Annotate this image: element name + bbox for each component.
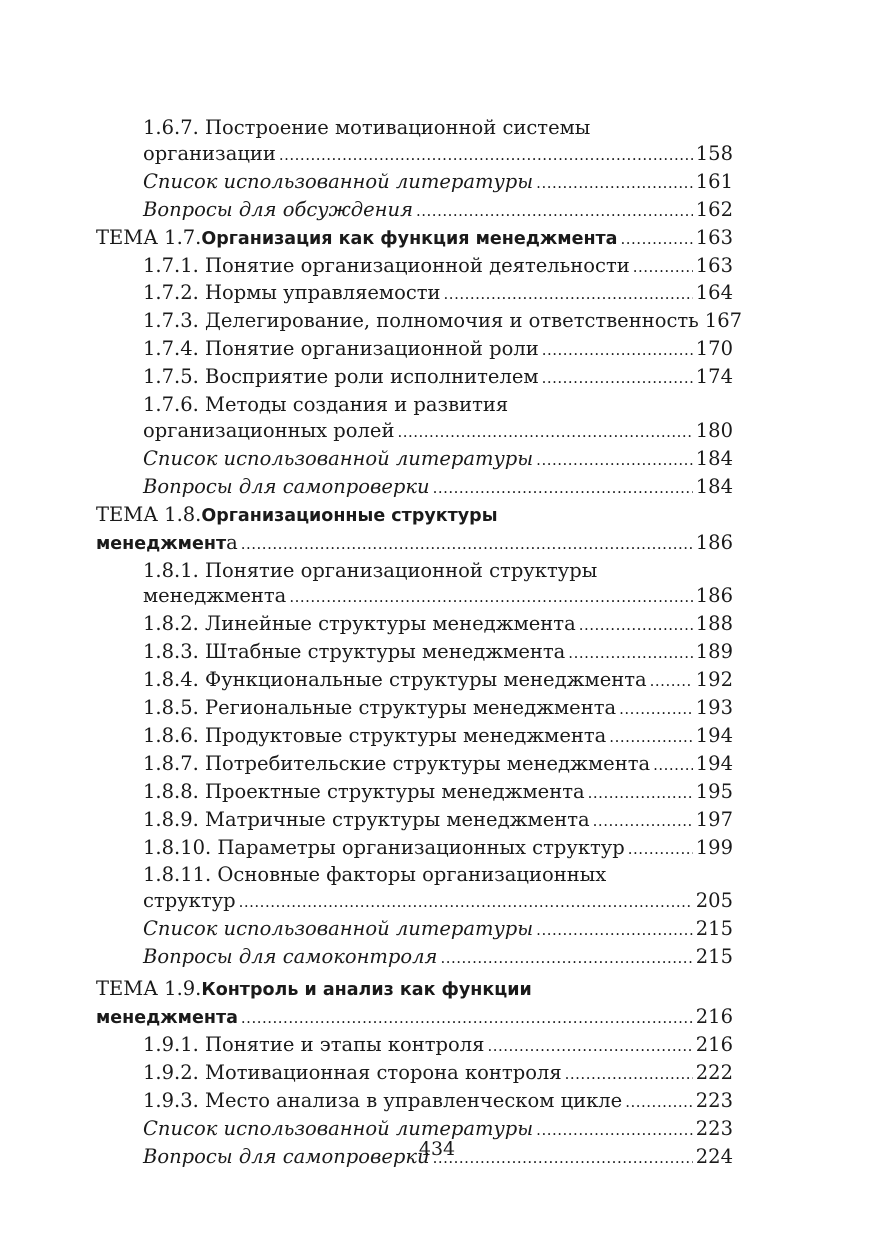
- section-title: 1.8.3. Штабные структуры менеджмента: [143, 640, 566, 664]
- toc-entry-line: [96, 530, 733, 558]
- toc-section-entry[interactable]: [96, 1060, 733, 1088]
- toc-topic-entry[interactable]: [96, 502, 733, 558]
- section-title: Вопросы для самоконтроля: [143, 945, 438, 969]
- dot-leader: [239, 890, 693, 916]
- section-title: 1.8.2. Линейные структуры менеджмента: [143, 612, 576, 636]
- toc-entry-line: [143, 723, 733, 751]
- section-title: 1.8.7. Потребительские структуры менеджмента: [143, 751, 651, 775]
- section-title: Список использованной литературы: [143, 169, 534, 193]
- page-number: 434: [418, 1138, 456, 1160]
- dot-leader: [621, 227, 693, 253]
- toc-entry-line: [143, 611, 733, 639]
- dot-leader: [568, 641, 692, 667]
- toc-entry-first-line: [96, 976, 733, 1004]
- dot-leader: [542, 366, 693, 392]
- toc-topic-entry[interactable]: [96, 225, 733, 253]
- dot-leader: [653, 753, 693, 779]
- page-ref: 162: [695, 197, 733, 221]
- section-title: 1.7.2. Нормы управляемости: [143, 281, 441, 305]
- page-ref: 180: [695, 418, 733, 442]
- section-title: Список использованной литературы: [143, 446, 534, 470]
- page-ref: 188: [695, 612, 733, 636]
- page-ref: 189: [695, 640, 733, 664]
- page-ref: 193: [695, 696, 733, 720]
- section-title: 1.7.3. Делегирование, полномочия и ответственность: [143, 309, 699, 333]
- toc-entry-first-line: [96, 502, 733, 530]
- toc-section-entry[interactable]: [96, 751, 733, 779]
- toc-section-entry[interactable]: [96, 1088, 733, 1116]
- toc-entry-line: [143, 418, 733, 446]
- toc-section-entry[interactable]: [96, 253, 733, 281]
- dot-leader: [440, 946, 692, 972]
- dot-leader: [397, 420, 692, 446]
- page-ref: 222: [695, 1060, 733, 1084]
- page-ref: 186: [695, 584, 733, 608]
- toc-entry-line: [143, 888, 733, 916]
- topic-prefix: ТЕМА 1.8.: [96, 502, 202, 526]
- page-ref: 224: [695, 1144, 733, 1168]
- dot-leader: [536, 918, 693, 944]
- dot-leader: [289, 585, 692, 611]
- toc-entry-line: [143, 695, 733, 723]
- toc-section-entry[interactable]: [96, 558, 733, 612]
- section-title-continued: менеджмента: [143, 584, 287, 608]
- page-ref: 215: [695, 917, 733, 941]
- toc-entry-line: [143, 474, 733, 502]
- section-title: 1.8.6. Продуктовые структуры менеджмента: [143, 723, 607, 747]
- toc-entry-line: [143, 583, 733, 611]
- toc-section-entry[interactable]: [96, 197, 733, 225]
- dot-leader: [628, 837, 693, 863]
- toc-section-entry[interactable]: [96, 169, 733, 197]
- dot-leader: [609, 725, 692, 751]
- toc-section-entry[interactable]: [96, 916, 733, 944]
- toc-entry-line: [143, 308, 743, 336]
- toc-section-entry[interactable]: [96, 807, 733, 835]
- section-title: 1.7.1. Понятие организационной деятельности: [143, 253, 630, 277]
- dot-leader: [588, 781, 693, 807]
- toc-entry-line: [143, 280, 733, 308]
- dot-leader: [619, 697, 693, 723]
- toc-entry-line: [143, 336, 733, 364]
- section-title: 1.8.10. Параметры организационных структур: [143, 835, 625, 859]
- topic-title: Контроль и анализ как функции: [201, 980, 532, 1001]
- toc-entry-line: [96, 1004, 733, 1032]
- toc-entry-first-line: [143, 862, 733, 888]
- topic-prefix: ТЕМА 1.9.: [96, 977, 202, 1001]
- dot-leader: [279, 143, 693, 169]
- topic-prefix: ТЕМА 1.7.: [96, 225, 202, 249]
- page-ref: 186: [695, 530, 733, 554]
- page-ref: 167: [704, 309, 743, 333]
- page-ref: 164: [695, 281, 733, 305]
- toc-section-entry[interactable]: [96, 336, 733, 364]
- toc-entry-line: [96, 225, 733, 253]
- toc-section-entry[interactable]: [96, 639, 733, 667]
- section-title: Вопросы для обсуждения: [143, 197, 413, 221]
- page-ref: 194: [695, 751, 733, 775]
- toc-entry-line: [143, 807, 733, 835]
- toc-entry-line: [143, 751, 733, 779]
- dot-leader: [444, 282, 693, 308]
- toc-entry-first-line: [143, 392, 733, 418]
- toc-entry-line: [143, 779, 733, 807]
- toc-entry-line: [143, 916, 733, 944]
- toc-entry-first-line: [143, 115, 733, 141]
- toc-entry-line: [143, 667, 733, 695]
- dot-leader: [579, 613, 693, 639]
- dot-leader: [241, 1006, 693, 1032]
- table-of-contents: [96, 115, 743, 1171]
- toc-section-entry[interactable]: [96, 779, 733, 807]
- toc-section-entry[interactable]: [96, 1032, 733, 1060]
- section-title: 1.8.4. Функциональные структуры менеджмента: [143, 668, 647, 692]
- section-title-continued: организационных ролей: [143, 418, 395, 442]
- section-title: 1.8.11. Основные факторы организационных: [143, 863, 607, 887]
- toc-section-entry[interactable]: [96, 835, 733, 863]
- section-title: 1.9.1. Понятие и этапы контроля: [143, 1032, 485, 1056]
- toc-section-entry[interactable]: [96, 364, 733, 392]
- page-ref: 163: [695, 253, 733, 277]
- dot-leader: [633, 255, 693, 281]
- page-ref: 161: [695, 169, 733, 193]
- toc-entry-line: [143, 639, 733, 667]
- topic-title-continued: менеджмента: [96, 1008, 238, 1028]
- page-ref: 174: [695, 365, 733, 389]
- dot-leader: [433, 476, 693, 502]
- toc-entry-line: [143, 169, 733, 197]
- toc-entry-first-line: [143, 558, 733, 584]
- toc-section-entry[interactable]: [96, 446, 733, 474]
- section-title: Вопросы для самопроверки: [143, 474, 430, 498]
- page-ref: 184: [695, 446, 733, 470]
- toc-section-entry[interactable]: [96, 667, 733, 695]
- toc-entry-line: [143, 446, 733, 474]
- section-title: Список использованной литературы: [143, 917, 534, 941]
- toc-entry-line: [143, 1088, 733, 1116]
- toc-section-entry[interactable]: [96, 392, 733, 446]
- section-title: 1.9.2. Мотивационная сторона контроля: [143, 1060, 562, 1084]
- toc-entry-line: [143, 197, 733, 225]
- section-title: 1.8.8. Проектные структуры менеджмента: [143, 779, 585, 803]
- page-ref: 223: [695, 1116, 733, 1140]
- toc-topic-entry[interactable]: [96, 976, 733, 1032]
- page-ref: 215: [695, 945, 733, 969]
- dot-leader: [565, 1062, 693, 1088]
- dot-leader: [593, 809, 693, 835]
- toc-section-entry[interactable]: [96, 308, 743, 336]
- section-title-continued: структур: [143, 889, 236, 913]
- topic-title: Организационные структуры: [201, 505, 498, 526]
- page-ref: 216: [695, 1032, 733, 1056]
- toc-entry-line: [143, 835, 733, 863]
- section-title: 1.8.5. Региональные структуры менеджмента: [143, 696, 617, 720]
- toc-section-entry[interactable]: [96, 862, 733, 916]
- toc-entry-line: [143, 141, 733, 169]
- toc-entry-line: [143, 364, 733, 392]
- toc-section-entry[interactable]: [96, 695, 733, 723]
- page-ref: 194: [695, 723, 733, 747]
- section-title: 1.9.3. Место анализа в управленческом цикле: [143, 1088, 623, 1112]
- page-ref: 199: [695, 835, 733, 859]
- toc-section-entry[interactable]: [96, 280, 733, 308]
- toc-section-entry[interactable]: [96, 115, 733, 169]
- toc-section-entry[interactable]: [96, 723, 733, 751]
- toc-section-entry[interactable]: [96, 611, 733, 639]
- toc-entry-line: [143, 1032, 733, 1060]
- dot-leader: [241, 532, 693, 558]
- page-ref: 192: [695, 668, 733, 692]
- topic-title: Организация как функция менеджмента: [201, 228, 618, 249]
- section-title: Вопросы для самопроверки: [143, 1144, 430, 1168]
- page-ref: 197: [695, 807, 733, 831]
- toc-entry-line: [143, 944, 733, 972]
- dot-leader: [542, 338, 693, 364]
- section-title: 1.8.1. Понятие организационной структуры: [143, 558, 598, 582]
- section-title: Список использованной литературы: [143, 1116, 534, 1140]
- dot-leader: [416, 199, 693, 225]
- page-ref: 163: [695, 225, 733, 249]
- toc-section-entry[interactable]: [96, 474, 733, 502]
- section-title-continued: организации: [143, 141, 276, 165]
- page-ref: 205: [695, 889, 733, 913]
- page-ref: 158: [695, 141, 733, 165]
- page-ref: 195: [695, 779, 733, 803]
- section-title: 1.7.5. Восприятие роли исполнителем: [143, 365, 539, 389]
- toc-section-entry[interactable]: [96, 944, 733, 972]
- dot-leader: [650, 669, 693, 695]
- section-title: 1.7.6. Методы создания и развития: [143, 393, 509, 417]
- dot-leader: [625, 1090, 693, 1116]
- dot-leader: [487, 1034, 692, 1060]
- topic-title-continued: менеджмент: [96, 533, 227, 554]
- toc-entry-line: [143, 1060, 733, 1088]
- section-title: 1.6.7. Построение мотивационной системы: [143, 116, 591, 139]
- page-ref: 184: [695, 474, 733, 498]
- toc-entry-line: [143, 253, 733, 281]
- topic-title-suffix: а: [226, 530, 238, 554]
- page-ref: 216: [695, 1005, 733, 1028]
- page-ref: 170: [695, 337, 733, 361]
- page-ref: 223: [695, 1088, 733, 1112]
- section-title: 1.7.4. Понятие организационной роли: [143, 337, 539, 361]
- section-title: 1.8.9. Матричные структуры менеджмента: [143, 807, 590, 831]
- dot-leader: [536, 448, 693, 474]
- dot-leader: [536, 171, 693, 197]
